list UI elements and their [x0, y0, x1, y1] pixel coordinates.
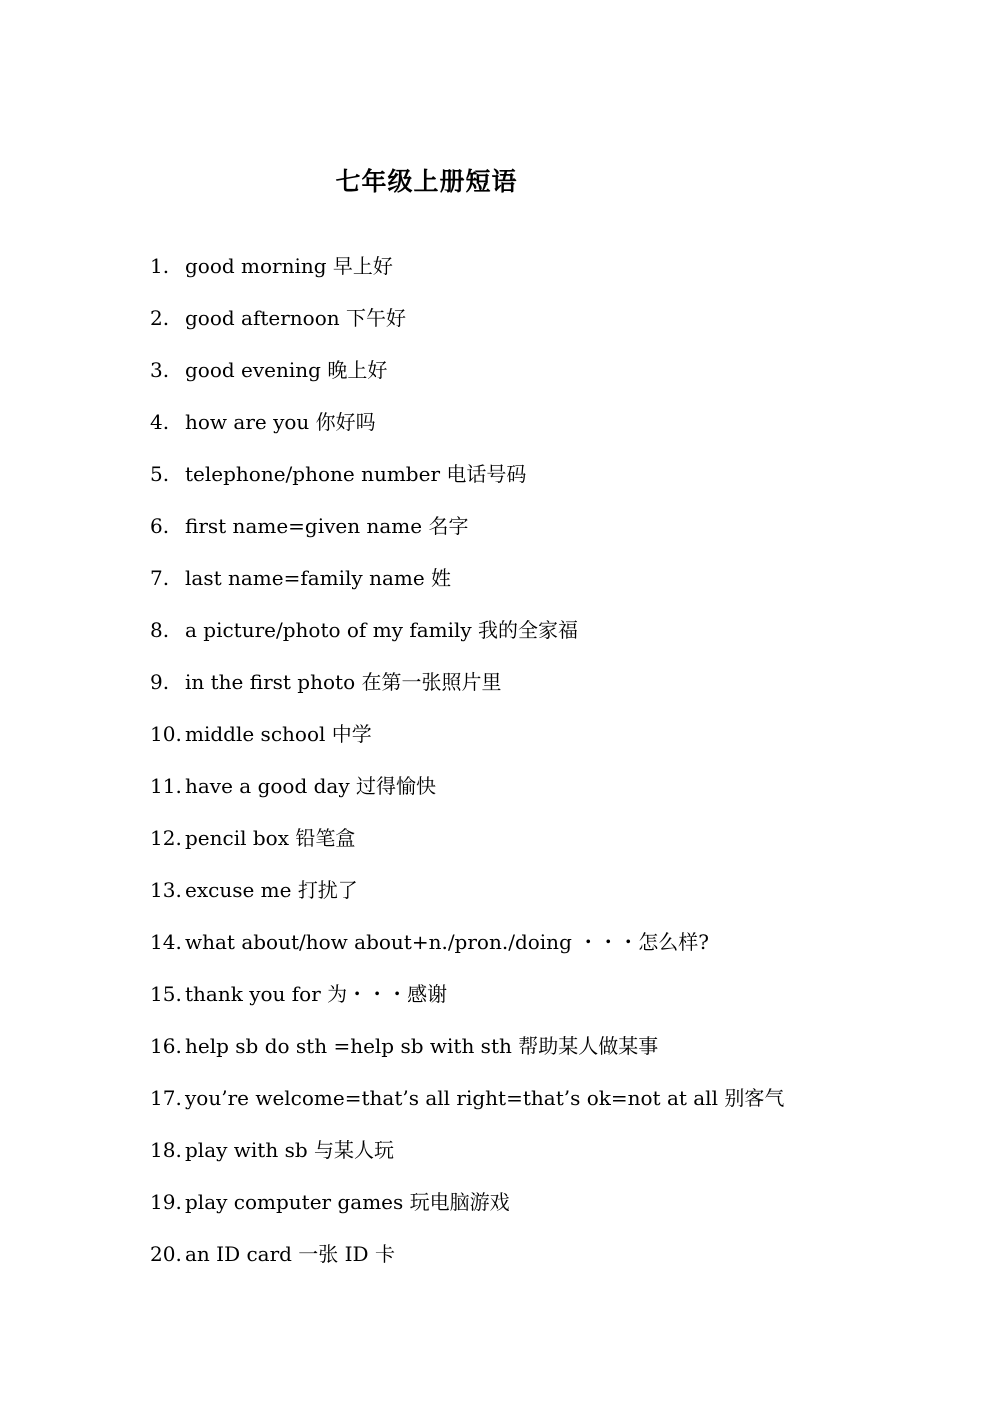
item-number: 13.: [150, 878, 182, 902]
phrase-list: [150, 248, 784, 1288]
item-text: play with sb 与某人玩: [185, 1138, 394, 1162]
item-number: 11.: [150, 774, 182, 798]
item-number: 12.: [150, 826, 182, 850]
item-text: good afternoon 下午好: [185, 306, 407, 330]
item-number: 8.: [150, 618, 170, 642]
item-text: play computer games 玩电脑游戏: [185, 1190, 510, 1214]
list-item: [150, 1080, 784, 1132]
item-text: have a good day 过得愉快: [185, 774, 437, 798]
item-text: an ID card 一张 ID 卡: [185, 1242, 395, 1266]
list-item: [150, 300, 784, 352]
list-item: [150, 1236, 784, 1288]
item-number: 16.: [150, 1034, 182, 1058]
item-number: 20.: [150, 1242, 182, 1266]
page-title: 七年级上册短语: [335, 167, 518, 196]
item-number: 4.: [150, 410, 170, 434]
item-number: 5.: [150, 462, 170, 486]
item-number: 17.: [150, 1086, 182, 1110]
item-number: 19.: [150, 1190, 182, 1214]
item-number: 3.: [150, 358, 170, 382]
item-text: thank you for 为・・・感谢: [185, 982, 448, 1006]
item-text: what about/how about+n./pron./doing ・・・怎么样?: [185, 930, 709, 954]
list-item: [150, 456, 784, 508]
item-number: 2.: [150, 306, 170, 330]
list-item: [150, 352, 784, 404]
item-text: a picture/photo of my family 我的全家福: [185, 618, 579, 642]
item-text: middle school 中学: [185, 722, 372, 746]
list-item: [150, 768, 784, 820]
list-item: [150, 248, 784, 300]
list-item: [150, 664, 784, 716]
item-text: how are you 你好吗: [185, 410, 376, 434]
item-text: help sb do sth =help sb with sth 帮助某人做某事: [185, 1034, 659, 1058]
list-item: [150, 716, 784, 768]
list-item: [150, 924, 784, 976]
item-number: 10.: [150, 722, 182, 746]
list-item: [150, 508, 784, 560]
item-text: pencil box 铅笔盒: [185, 826, 356, 850]
item-text: last name=family name 姓: [185, 566, 452, 590]
list-item: [150, 404, 784, 456]
item-number: 6.: [150, 514, 170, 538]
list-item: [150, 976, 784, 1028]
item-text: first name=given name 名字: [185, 514, 469, 538]
item-number: 7.: [150, 566, 170, 590]
item-number: 18.: [150, 1138, 182, 1162]
item-text: you’re welcome=that’s all right=that’s ok=not at all 别客气: [185, 1086, 785, 1110]
item-text: good morning 早上好: [185, 254, 393, 278]
list-item: [150, 1184, 784, 1236]
item-number: 9.: [150, 670, 170, 694]
item-text: in the first photo 在第一张照片里: [185, 670, 502, 694]
item-text: excuse me 打扰了: [185, 878, 358, 902]
item-number: 1.: [150, 254, 170, 278]
list-item: [150, 820, 784, 872]
item-number: 15.: [150, 982, 182, 1006]
list-item: [150, 872, 784, 924]
list-item: [150, 612, 784, 664]
item-number: 14.: [150, 930, 182, 954]
item-text: telephone/phone number 电话号码: [185, 462, 527, 486]
list-item: [150, 1132, 784, 1184]
list-item: [150, 1028, 784, 1080]
list-item: [150, 560, 784, 612]
item-text: good evening 晚上好: [185, 358, 388, 382]
